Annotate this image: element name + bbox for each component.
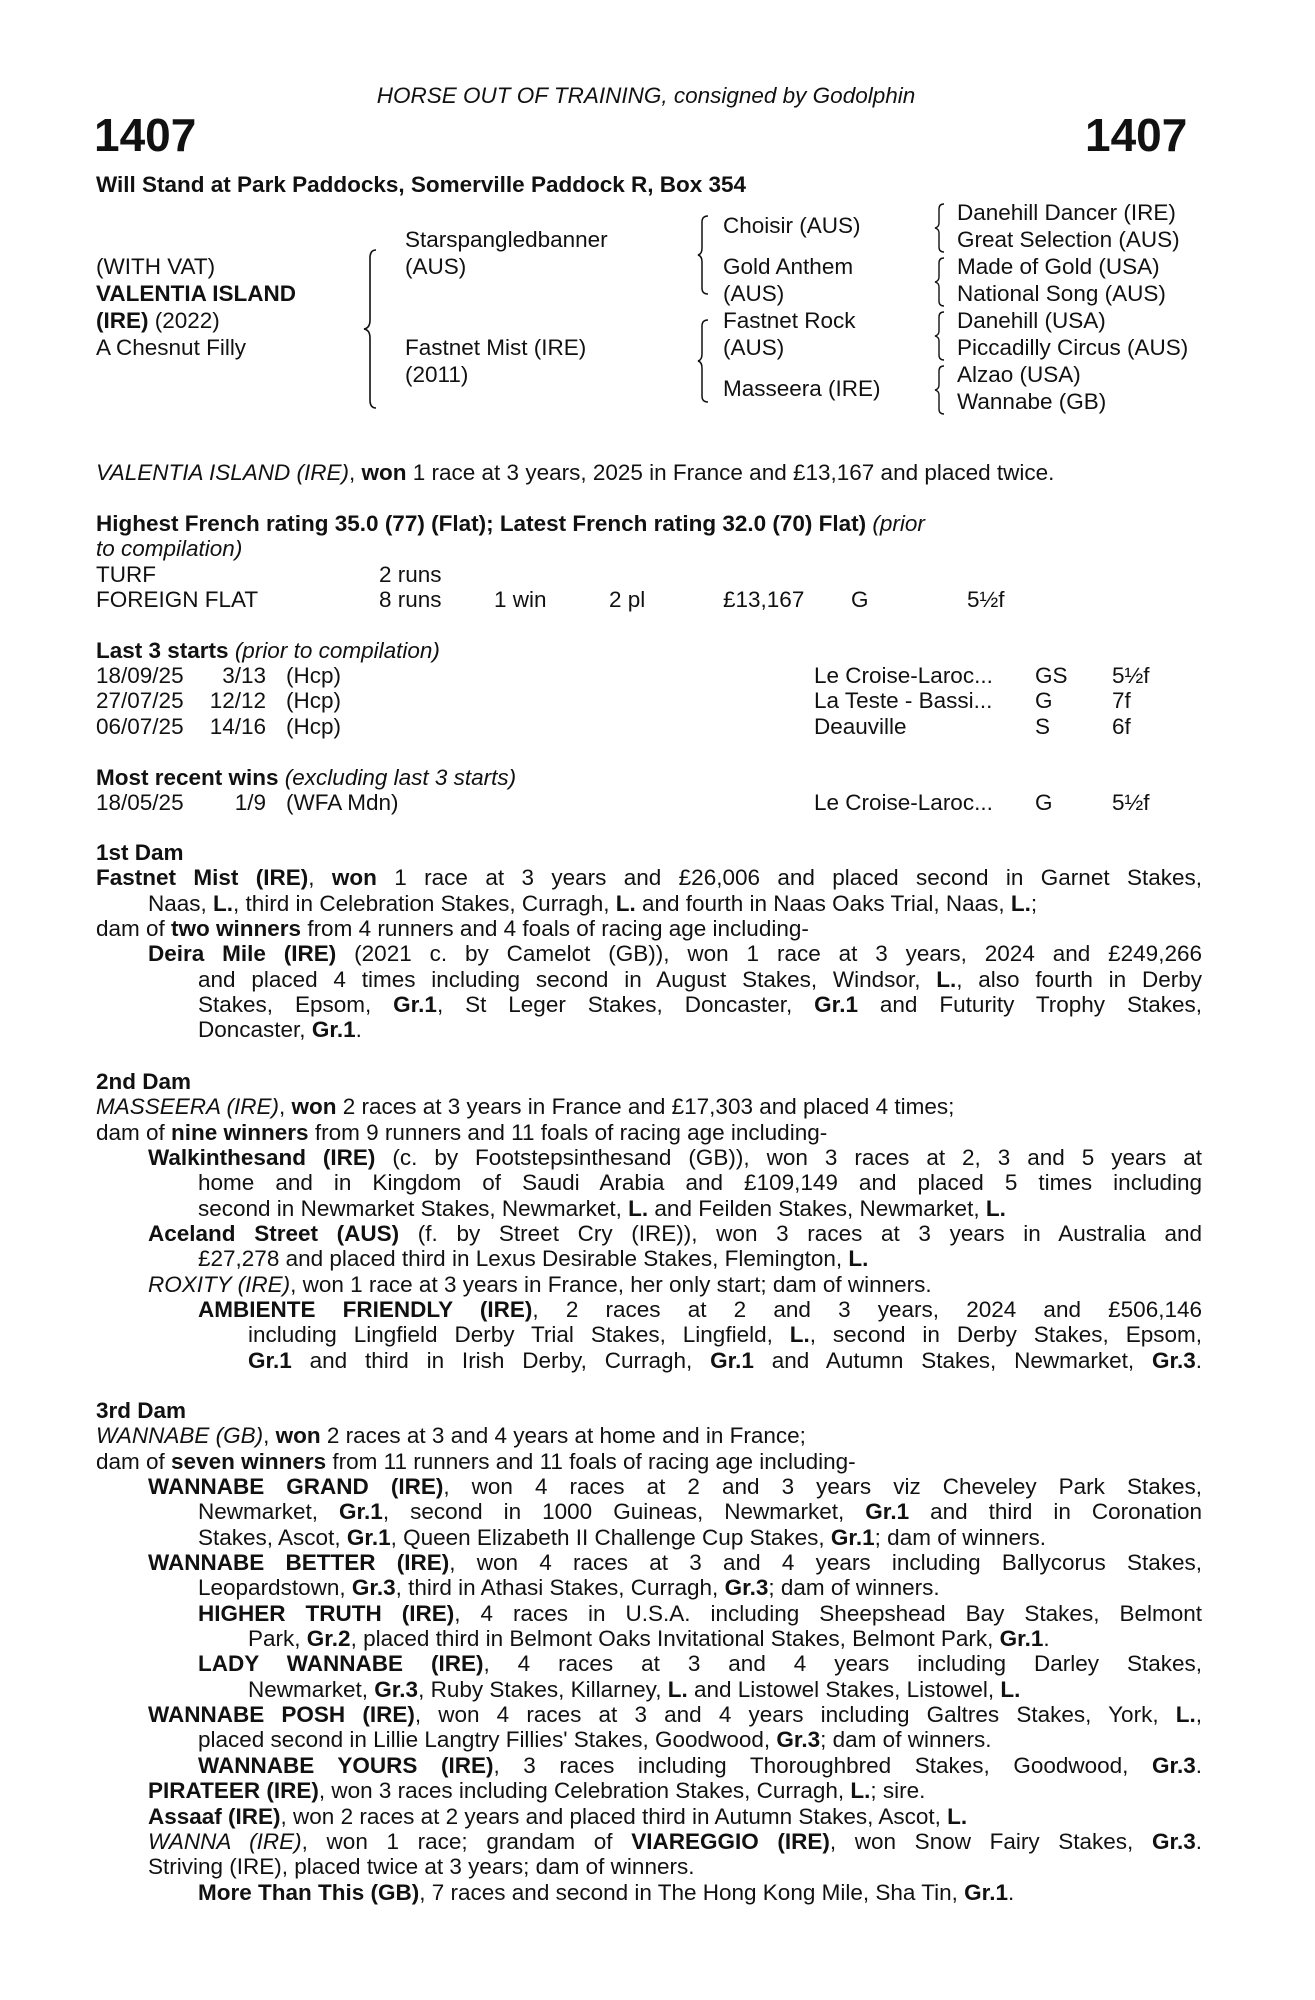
dam-heading: 1st Dam xyxy=(96,840,184,865)
pedigree-line xyxy=(96,1423,1202,1448)
pedigree-line xyxy=(198,992,1202,1017)
bold-text: PIRATEER (IRE) xyxy=(148,1778,319,1804)
pedigree-brace-g3-1 xyxy=(934,202,948,254)
bold-text: Gr.3 xyxy=(351,1575,396,1601)
pedigree-line xyxy=(248,1626,1202,1651)
pedigree-line xyxy=(198,1727,1202,1752)
bold-text: Deira Mile (IRE) xyxy=(148,941,337,967)
bold-text: L. xyxy=(1175,1702,1196,1728)
start-race-type: (Hcp) xyxy=(286,688,341,714)
bold-text: Gr.3 xyxy=(776,1727,821,1753)
recent-wins-heading xyxy=(96,765,516,791)
text: , xyxy=(308,865,332,891)
text: , third in Athasi Stakes, Curragh, xyxy=(395,1575,725,1601)
bold-text: Gr.1 xyxy=(248,1347,292,1373)
text: ; xyxy=(1030,890,1038,916)
bold-text: Gr.1 xyxy=(814,992,858,1018)
bold-text: L. xyxy=(848,1246,869,1272)
text: , second in Derby Stakes, Epsom, xyxy=(809,1322,1203,1348)
bold-text: L. xyxy=(936,966,957,992)
text: Newmarket, xyxy=(248,1676,375,1702)
text: , won 1 race; grandam of xyxy=(301,1828,632,1854)
pedigree-line xyxy=(148,1474,1202,1499)
start-date: 18/09/25 xyxy=(96,663,184,688)
pedigree-line xyxy=(198,1601,1202,1626)
third-dam-section xyxy=(96,1398,1202,1905)
race-summary xyxy=(96,460,1054,486)
pedigree-brace-g3-4 xyxy=(934,364,948,416)
start-course: Deauville xyxy=(814,713,907,739)
text: , won Snow Fairy Stakes, xyxy=(829,1828,1152,1854)
text: and third in Coronation xyxy=(909,1499,1202,1525)
text: and Autumn Stakes, Newmarket, xyxy=(753,1347,1152,1373)
bold-text: L. xyxy=(1000,1676,1021,1702)
first-dam-section xyxy=(96,840,1202,1043)
start-going: S xyxy=(1035,713,1051,739)
italic-text: ROXITY (IRE) xyxy=(148,1271,291,1297)
text: and fourth in Naas Oaks Trial, Naas, xyxy=(635,890,1011,916)
bold-text: L. xyxy=(213,890,234,916)
text: second in Newmarket Stakes, Newmarket, xyxy=(198,1195,629,1221)
text: Striving (IRE), placed twice at 3 years; dam of winners. xyxy=(148,1854,695,1880)
bold-text: LADY WANNABE (IRE) xyxy=(198,1651,484,1677)
bold-text: Gr.1 xyxy=(339,1499,383,1525)
text: and Feilden Stakes, Newmarket, xyxy=(648,1195,986,1221)
gen3-ancestor: Alzao (USA) xyxy=(957,362,1081,387)
text: from 4 runners and 4 foals of racing age including- xyxy=(301,916,809,942)
start-race-type: (WFA Mdn) xyxy=(286,790,399,815)
gen3-ancestor: Wannabe (GB) xyxy=(957,389,1107,414)
pedigree-line xyxy=(198,1246,1202,1271)
start-going: G xyxy=(1035,790,1053,815)
text: , won 4 races at 3 and 4 years including Galtres Stakes, York, xyxy=(414,1702,1176,1728)
text: dam of xyxy=(96,1119,172,1145)
bold-text: Gr.3 xyxy=(1151,1347,1196,1373)
start-position: 3/13 xyxy=(222,663,266,688)
text: including Lingfield Derby Trial Stakes, Lingfield, xyxy=(248,1322,790,1348)
pedigree-brace-sire xyxy=(696,214,712,296)
pedigree-line xyxy=(148,1804,1202,1829)
text: , xyxy=(278,1094,292,1120)
bold-text: Gr.3 xyxy=(374,1676,419,1702)
bold-text: WANNABE GRAND (IRE) xyxy=(148,1474,444,1500)
pedigree-line xyxy=(198,1297,1202,1322)
text: Stakes, Epsom, xyxy=(198,992,394,1018)
text: Naas, xyxy=(148,890,214,916)
text: (2021 c. by Camelot (GB)), won 1 race at 3 years, 2024 and £249,266 xyxy=(336,941,1202,967)
pedigree-line xyxy=(248,1348,1202,1373)
pedigree-line xyxy=(96,1120,1202,1145)
horse-year: (2022) xyxy=(154,308,220,333)
recent-wins-note: (excluding last 3 starts) xyxy=(278,765,517,790)
text: and Futurity Trophy Stakes, xyxy=(857,992,1202,1018)
text: . xyxy=(1043,1626,1050,1652)
text: (f. by Street Cry (IRE)), won 3 races at 3 years in Australia and xyxy=(399,1221,1202,1247)
text: , won 4 races at 3 and 4 years including Ballycorus Stakes, xyxy=(449,1550,1202,1576)
gen3-ancestor: Danehill (USA) xyxy=(957,308,1106,333)
text: 2 races at 3 and 4 years at home and in France; xyxy=(320,1423,806,1449)
stand-location: Will Stand at Park Paddocks, Somerville Paddock R, Box 354 xyxy=(96,172,747,197)
bold-text: Assaaf (IRE) xyxy=(148,1803,281,1829)
gen3-ancestor: Danehill Dancer (IRE) xyxy=(957,200,1176,225)
bold-text: Gr.3 xyxy=(1151,1752,1196,1778)
pedigree-line xyxy=(198,1196,1202,1221)
horse-description: A Chesnut Filly xyxy=(96,335,247,360)
pedigree-line xyxy=(198,1017,1202,1042)
bold-text: AMBIENTE FRIENDLY (IRE) xyxy=(198,1297,533,1323)
gen3-ancestor: Made of Gold (USA) xyxy=(957,254,1160,279)
pedigree-line xyxy=(148,1854,1202,1879)
ratings-note-cont: to compilation) xyxy=(96,536,243,561)
summary-name: VALENTIA ISLAND (IRE) xyxy=(96,460,349,485)
bold-text: Gr.1 xyxy=(311,1017,356,1043)
bold-text: L. xyxy=(947,1803,968,1829)
text: home and in Kingdom of Saudi Arabia and £109,149 and placed 5 times including xyxy=(198,1170,1202,1196)
pedigree-brace-dam xyxy=(696,318,712,404)
start-position: 14/16 xyxy=(209,713,266,739)
last-starts-heading xyxy=(96,638,440,664)
text: , 3 races including Thoroughbred Stakes, Goodwood, xyxy=(493,1752,1152,1778)
pedigree-brace-main xyxy=(362,248,382,410)
bold-text: L. xyxy=(1010,890,1031,916)
dam-dam: Masseera (IRE) xyxy=(723,376,881,401)
last-starts-title: Last 3 starts xyxy=(96,638,229,663)
text: . xyxy=(1195,1828,1202,1854)
ratings-text: Highest French rating 35.0 (77) (Flat); Latest French rating 32.0 (70) Flat) xyxy=(96,511,867,536)
start-date: 18/05/25 xyxy=(96,790,184,815)
text: 2 races at 3 years in France and £17,303 and placed 4 times; xyxy=(336,1094,955,1120)
text: . xyxy=(1007,1879,1015,1905)
bold-text: won xyxy=(275,1423,321,1449)
start-date: 27/07/25 xyxy=(96,688,184,714)
lot-number-left: 1407 xyxy=(94,109,197,161)
bold-text: L. xyxy=(789,1322,810,1348)
text: , second in 1000 Guineas, Newmarket, xyxy=(382,1499,866,1525)
text: , 2 races at 2 and 3 years, 2024 and £506,146 xyxy=(532,1297,1202,1323)
text: , also fourth in Derby xyxy=(956,966,1202,992)
sire-sire: Choisir (AUS) xyxy=(723,213,861,238)
text: 1 race at 3 years and £26,006 and placed second in Garnet Stakes, xyxy=(376,865,1202,891)
start-course: Le Croise-Laroc... xyxy=(814,790,993,815)
record-surface: FOREIGN FLAT xyxy=(96,587,259,612)
text: Newmarket, xyxy=(198,1499,340,1525)
text: , Ruby Stakes, Killarney, xyxy=(418,1676,668,1702)
pedigree-line xyxy=(148,1272,1202,1297)
ratings-note: (prior xyxy=(866,511,925,536)
bold-text: L. xyxy=(985,1195,1006,1221)
start-distance: 6f xyxy=(1112,713,1131,739)
dam-heading: 2nd Dam xyxy=(96,1069,192,1094)
italic-text: WANNA (IRE) xyxy=(148,1828,302,1854)
pedigree-line xyxy=(148,1221,1202,1246)
text: (c. by Footstepsinthesand (GB)), won 3 races at 2, 3 and 5 years at xyxy=(375,1145,1202,1171)
record-prize: £13,167 xyxy=(723,587,805,612)
horse-origin-year xyxy=(96,308,220,334)
ratings-line xyxy=(96,511,925,537)
start-distance: 5½f xyxy=(1112,790,1150,815)
start-date: 06/07/25 xyxy=(96,713,184,739)
dam-heading: 3rd Dam xyxy=(96,1398,187,1423)
text: , 4 races at 3 and 4 years including Darley Stakes, xyxy=(483,1651,1202,1677)
pedigree-line xyxy=(96,916,1202,941)
pedigree-line xyxy=(148,891,1202,916)
text: ; sire. xyxy=(870,1778,926,1804)
text: ; dam of winners. xyxy=(768,1575,940,1601)
text: Park, xyxy=(248,1626,307,1652)
pedigree-line xyxy=(198,1499,1202,1524)
start-distance: 5½f xyxy=(1112,663,1150,688)
bold-text: Gr.1 xyxy=(830,1524,875,1550)
pedigree-line xyxy=(148,1778,1202,1803)
pedigree-line xyxy=(96,1094,1202,1119)
dam-sire-name: Fastnet Rock xyxy=(723,308,856,333)
start-course: Le Croise-Laroc... xyxy=(814,663,993,688)
pedigree-line xyxy=(198,1525,1202,1550)
bold-text: WANNABE BETTER (IRE) xyxy=(148,1550,450,1576)
start-race-type: (Hcp) xyxy=(286,713,341,739)
bold-text: Gr.2 xyxy=(306,1626,351,1652)
dam-name: Fastnet Mist (IRE) xyxy=(405,335,587,360)
pedigree-line xyxy=(198,1753,1202,1778)
bold-text: Gr.1 xyxy=(393,992,437,1018)
consignor-line: HORSE OUT OF TRAINING, consigned by Godolphin xyxy=(376,83,916,108)
text: and Listowel Stakes, Listowel, xyxy=(687,1676,1001,1702)
text: , Queen Elizabeth II Challenge Cup Stakes, xyxy=(390,1524,831,1550)
text: from 11 runners and 11 foals of racing age including- xyxy=(326,1448,856,1474)
bold-text: Gr.1 xyxy=(710,1347,754,1373)
gen3-ancestor: Great Selection (AUS) xyxy=(957,227,1180,252)
horse-suffix: (IRE) xyxy=(96,308,149,333)
sire-name: Starspangledbanner xyxy=(405,227,608,252)
recent-wins-title: Most recent wins xyxy=(96,765,279,790)
text: , 4 races in U.S.A. including Sheepshead Bay Stakes, Belmont xyxy=(454,1600,1202,1626)
start-distance: 7f xyxy=(1112,688,1131,714)
summary-won: won xyxy=(361,460,407,485)
text: , won 3 races including Celebration Stakes, Curragh, xyxy=(318,1778,851,1804)
bold-text: Gr.1 xyxy=(964,1879,1008,1905)
pedigree-brace-g3-2 xyxy=(934,256,948,308)
sire-origin: (AUS) xyxy=(405,254,467,279)
pedigree-line xyxy=(248,1677,1202,1702)
record-surface: TURF xyxy=(96,562,156,587)
bold-text: WANNABE POSH (IRE) xyxy=(148,1702,415,1728)
bold-text: WANNABE YOURS (IRE) xyxy=(198,1752,494,1778)
record-placed: 2 pl xyxy=(609,587,646,612)
start-course: La Teste - Bassi... xyxy=(814,688,993,714)
second-dam-section xyxy=(96,1069,1202,1373)
text: , St Leger Stakes, Doncaster, xyxy=(436,992,815,1018)
bold-text: won xyxy=(291,1094,337,1120)
start-position: 12/12 xyxy=(209,688,266,714)
text: Leopardstown, xyxy=(198,1575,352,1601)
start-going: G xyxy=(1035,688,1053,714)
text: Doncaster, xyxy=(198,1017,312,1043)
start-going: GS xyxy=(1035,663,1068,688)
pedigree-line xyxy=(96,1449,1202,1474)
dam-sire-origin: (AUS) xyxy=(723,335,785,360)
bold-text: Fastnet Mist (IRE) xyxy=(96,865,309,891)
record-distance: 5½f xyxy=(967,587,1005,612)
summary-rest: 1 race at 3 years, 2025 in France and £13,167 and placed twice. xyxy=(406,460,1055,485)
bold-text: L. xyxy=(628,1195,649,1221)
sire-dam-name: Gold Anthem xyxy=(723,254,854,279)
text: , xyxy=(1195,1702,1202,1728)
start-race-type: (Hcp) xyxy=(286,663,341,688)
bold-text: won xyxy=(331,865,377,891)
summary-sep: , xyxy=(348,460,362,485)
bold-text: Gr.1 xyxy=(865,1499,910,1525)
text: , third in Celebration Stakes, Curragh, xyxy=(233,890,616,916)
pedigree-line xyxy=(248,1322,1202,1347)
bold-text: seven winners xyxy=(171,1448,327,1474)
text: dam of xyxy=(96,916,172,942)
text: from 9 runners and 11 foals of racing age including- xyxy=(308,1119,828,1145)
gen3-ancestor: Piccadilly Circus (AUS) xyxy=(957,335,1189,360)
bold-text: Gr.1 xyxy=(346,1524,391,1550)
text: Stakes, Ascot, xyxy=(198,1524,347,1550)
pedigree-line xyxy=(96,865,1202,890)
record-wins: 1 win xyxy=(494,587,547,612)
gen3-ancestor: National Song (AUS) xyxy=(957,281,1166,306)
italic-text: WANNABE (GB) xyxy=(96,1423,264,1449)
text: . xyxy=(355,1017,362,1043)
last-starts-note: (prior to compilation) xyxy=(228,638,440,663)
pedigree-line xyxy=(148,1829,1202,1854)
bold-text: Aceland Street (AUS) xyxy=(148,1221,400,1247)
bold-text: L. xyxy=(850,1778,871,1804)
pedigree-line xyxy=(148,1145,1202,1170)
record-runs: 2 runs xyxy=(379,562,442,587)
text: , xyxy=(263,1423,276,1449)
pedigree-line xyxy=(148,1550,1202,1575)
start-position: 1/9 xyxy=(234,790,266,815)
pedigree-line xyxy=(198,1575,1202,1600)
text: £27,278 and placed third in Lexus Desirable Stakes, Flemington, xyxy=(198,1246,849,1272)
text: placed second in Lillie Langtry Fillies' Stakes, Goodwood, xyxy=(198,1727,777,1753)
text: , won 1 race at 3 years in France, her only start; dam of winners. xyxy=(290,1271,932,1297)
pedigree-line xyxy=(148,941,1202,966)
text: , placed third in Belmont Oaks Invitational Stakes, Belmont Park, xyxy=(350,1626,1000,1652)
text: and third in Irish Derby, Curragh, xyxy=(291,1347,711,1373)
text: and placed 4 times including second in August Stakes, Windsor, xyxy=(198,966,937,992)
text: , won 4 races at 2 and 3 years viz Cheveley Park Stakes, xyxy=(443,1474,1202,1500)
pedigree-line xyxy=(148,1702,1202,1727)
vat-note: (WITH VAT) xyxy=(96,254,216,279)
text: dam of xyxy=(96,1448,172,1474)
record-runs: 8 runs xyxy=(379,587,442,612)
italic-text: MASSEERA (IRE) xyxy=(96,1094,279,1120)
bold-text: HIGHER TRUTH (IRE) xyxy=(198,1600,455,1626)
pedigree-line xyxy=(198,1170,1202,1195)
sire-dam-origin: (AUS) xyxy=(723,281,785,306)
text: . xyxy=(1195,1752,1202,1778)
bold-text: Gr.3 xyxy=(724,1575,769,1601)
lot-number-right: 1407 xyxy=(1085,109,1188,161)
horse-name: VALENTIA ISLAND xyxy=(96,281,296,306)
bold-text: nine winners xyxy=(171,1119,309,1145)
bold-text: Gr.3 xyxy=(1151,1828,1196,1854)
bold-text: L. xyxy=(615,890,636,916)
text: . xyxy=(1195,1347,1202,1373)
bold-text: two winners xyxy=(171,916,302,942)
record-going: G xyxy=(851,587,869,612)
text: ; dam of winners. xyxy=(820,1727,992,1753)
pedigree-line xyxy=(198,967,1202,992)
pedigree-line xyxy=(198,1651,1202,1676)
bold-text: Gr.1 xyxy=(999,1626,1044,1652)
text: , 7 races and second in The Hong Kong Mile, Sha Tin, xyxy=(419,1879,965,1905)
pedigree-brace-g3-3 xyxy=(934,310,948,362)
bold-text: More Than This (GB) xyxy=(198,1879,420,1905)
text: , won 2 races at 2 years and placed third in Autumn Stakes, Ascot, xyxy=(280,1803,948,1829)
bold-text: VIAREGGIO (IRE) xyxy=(631,1828,830,1854)
bold-text: Walkinthesand (IRE) xyxy=(148,1145,376,1171)
dam-year: (2011) xyxy=(405,362,469,387)
text: ; dam of winners. xyxy=(874,1524,1046,1550)
pedigree-line xyxy=(198,1880,1202,1905)
bold-text: L. xyxy=(667,1676,688,1702)
